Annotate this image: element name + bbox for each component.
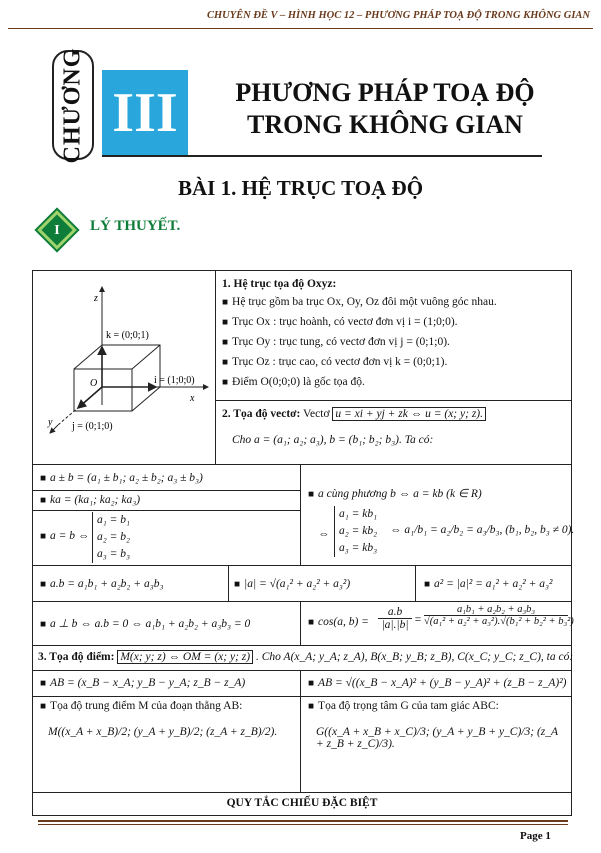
chapter-number: III [112, 82, 178, 144]
divider [32, 464, 572, 465]
chapter-title [205, 77, 565, 141]
bullet-icon: ■ [308, 701, 315, 712]
formula-perpendicular: ■ a ⊥ b ⇔ a.b = 0 ⇔ a₁b₁ + a₂b₂ + a₃b₃ = 0 [40, 618, 251, 630]
formula-midpoint: M((x_A + x_B)/2; (y_A + y_B)/2; (z_A + z_B)/2). [48, 726, 278, 738]
formula-collinear-system: a₁ = kb₁ a₂ = kb₂ a₃ = kb₃ [334, 506, 377, 557]
divider [300, 601, 301, 645]
formula-cos-fraction2: a₁b₁ + a₂b₂ + a₃b₃ √(a₁² + a₂² + a₃²).√(b₁² + b₂² + b₃²) [424, 604, 574, 627]
bullet-icon: ■ [222, 337, 229, 348]
formula-scalar: ■ ka = (ka₁; ka₂; ka₃) [40, 494, 141, 506]
divider [32, 510, 300, 511]
part3-heading: 3. Tọa độ điểm: [38, 651, 115, 663]
formula-collinear: ■ a cùng phương b ⇔ a = kb (k ∈ R) [308, 488, 482, 500]
z-axis-label: z [94, 293, 98, 304]
chapter-title-line2: TRONG KHÔNG GIAN [247, 110, 523, 139]
collinear-arrow: ⇔ [318, 528, 330, 540]
chapter-underline [102, 155, 542, 157]
formula-ab-length: ■ AB = √((x_B − x_A)² + (y_B − y_A)² + (z_B − z_A)²) [308, 677, 567, 689]
equals-sign: = [414, 614, 422, 626]
chapter-title-line1: PHƯƠNG PHÁP TOẠ ĐỘ [235, 78, 535, 107]
formula-sum: ■ a ± b = (a₁ ± b₁; a₂ ± b₂; a₃ ± b₃) [40, 472, 203, 484]
running-header: CHUYÊN ĐỀ V – HÌNH HỌC 12 – PHƯƠNG PHÁP TOẠ ĐỘ TRONG KHÔNG GIAN [206, 10, 590, 21]
footer-divider [38, 820, 568, 822]
bullet-icon: ■ [40, 619, 47, 630]
formula-cos: ■ cos(a, b) = [308, 616, 369, 628]
bullet-icon: ■ [40, 473, 47, 484]
formula-equal: ■ a = b ⇔ [40, 530, 90, 542]
list-item: ■ Hệ trục gồm ba trục Ox, Oy, Oz đôi một vuông góc nhau. [222, 296, 497, 308]
bullet-icon: ■ [40, 678, 47, 689]
point-definition: M(x; y; z) ⇔ OM = (x; y; z) [117, 650, 253, 664]
formula-collinear-ratio: ⇔ a₁/b₁ = a₂/b₂ = a₃/b₃, (b₁, b₂, b₃ ≠ 0). [390, 524, 575, 536]
divider [215, 400, 572, 401]
cube-edge [132, 387, 160, 411]
bullet-icon: ■ [234, 579, 241, 590]
cube-edge [74, 345, 102, 369]
divider [32, 490, 300, 491]
part2-given: Cho a = (a₁; a₂; a₃), b = (b₁; b₂; b₃). Ta có: [232, 434, 434, 446]
bullet-icon: ■ [40, 579, 47, 590]
part3-definition [38, 651, 573, 663]
i-vector-label: i = (1;0;0) [154, 375, 195, 386]
list-item: ■ Trục Ox : trục hoành, có vectơ đơn vị i = (1;0;0). [222, 316, 458, 328]
origin-label: O [90, 378, 98, 389]
bullet-icon: ■ [308, 617, 315, 628]
bullet-icon: ■ [222, 357, 229, 368]
part1-heading: 1. Hệ trục tọa độ Oxyz: [222, 278, 337, 290]
j-vector-label: j = (0;1;0) [72, 421, 113, 432]
formula-norm-squared: ■ a² = |a|² = a₁² + a₂² + a₃² [424, 578, 553, 590]
list-item: ■ Trục Oz : trục cao, có vectơ đơn vị k = (0;0;1). [222, 356, 448, 368]
divider [32, 670, 572, 671]
bullet-icon: ■ [222, 377, 229, 388]
divider [415, 565, 416, 601]
divider [228, 565, 229, 601]
bullet-icon: ■ [40, 531, 47, 542]
header-divider [8, 28, 593, 29]
section-title: LÝ THUYẾT. [90, 218, 181, 234]
formula-norm: ■ |a| = √(a₁² + a₂² + a₃²) [234, 578, 351, 590]
divider [215, 270, 216, 464]
bullet-icon: ■ [308, 489, 315, 500]
lesson-title: BÀI 1. HỆ TRỤC TOẠ ĐỘ [177, 176, 424, 200]
projection-rules-heading: QUY TẮC CHIẾU ĐẶC BIỆT [226, 797, 378, 809]
divider [300, 464, 301, 565]
formula-centroid: G((x_A + x_B + x_C)/3; (y_A + y_B + y_C)/3; (z_A + z_B + z_C)/3). [316, 726, 558, 750]
vector-definition: u = xi + yj + zk ⇔ u = (x; y; z). [332, 407, 486, 421]
divider [32, 601, 572, 602]
formula-cos-fraction1: a.b |a|.|b| [378, 606, 412, 631]
midpoint-text: ■ Tọa độ trung điểm M của đoạn thẳng AB: [40, 700, 243, 712]
centroid-text: ■ Tọa độ trọng tâm G của tam giác ABC: [308, 700, 499, 712]
part2-definition: 2. Tọa độ vectơ: Vectơ u = xi + yj + zk ⇔ u = (x; y; z). [222, 408, 486, 420]
bullet-icon: ■ [308, 678, 315, 689]
bullet-icon: ■ [40, 701, 47, 712]
cube-back-face [102, 345, 160, 387]
formula-ab-vector: ■ AB = (x_B − x_A; y_B − y_A; z_B − z_A) [40, 677, 246, 689]
formula-dot: ■ a.b = a₁b₁ + a₂b₂ + a₃b₃ [40, 578, 164, 590]
cube-edge [132, 345, 160, 369]
divider [300, 670, 301, 792]
bullet-icon: ■ [222, 297, 229, 308]
formula-equal-system: a₁ = b₁ a₂ = b₂ a₃ = b₃ [92, 512, 130, 563]
divider [32, 565, 572, 566]
part3-given: . Cho A(x_A; y_A; z_A), B(x_B; y_B; z_B), C(x_C; y_C; z_C), ta có: [255, 651, 574, 663]
y-axis-label: y [48, 417, 53, 428]
j-vector [78, 387, 102, 408]
divider [32, 645, 572, 646]
divider [32, 792, 572, 793]
bullet-icon: ■ [222, 317, 229, 328]
part2-heading: 2. Tọa độ vectơ: [222, 408, 301, 420]
chapter-word-box [52, 47, 94, 163]
chapter-number-box [102, 70, 188, 156]
part1-list [222, 296, 497, 396]
footer-divider [38, 824, 568, 825]
page-number: Page 1 [520, 830, 551, 842]
bullet-icon: ■ [40, 495, 47, 506]
list-item: ■ Trục Oy : trục tung, có vectơ đơn vị j = (0;1;0). [222, 336, 450, 348]
section-numeral: I [54, 223, 60, 238]
bullet-icon: ■ [424, 579, 431, 590]
chapter-word: CHƯƠNG [59, 47, 86, 163]
divider [32, 696, 572, 697]
axis-diagram [40, 275, 212, 460]
k-vector-label: k = (0;0;1) [106, 330, 149, 341]
x-axis-label: x [190, 393, 195, 404]
list-item: ■ Điểm O(0;0;0) là gốc tọa độ. [222, 376, 365, 388]
